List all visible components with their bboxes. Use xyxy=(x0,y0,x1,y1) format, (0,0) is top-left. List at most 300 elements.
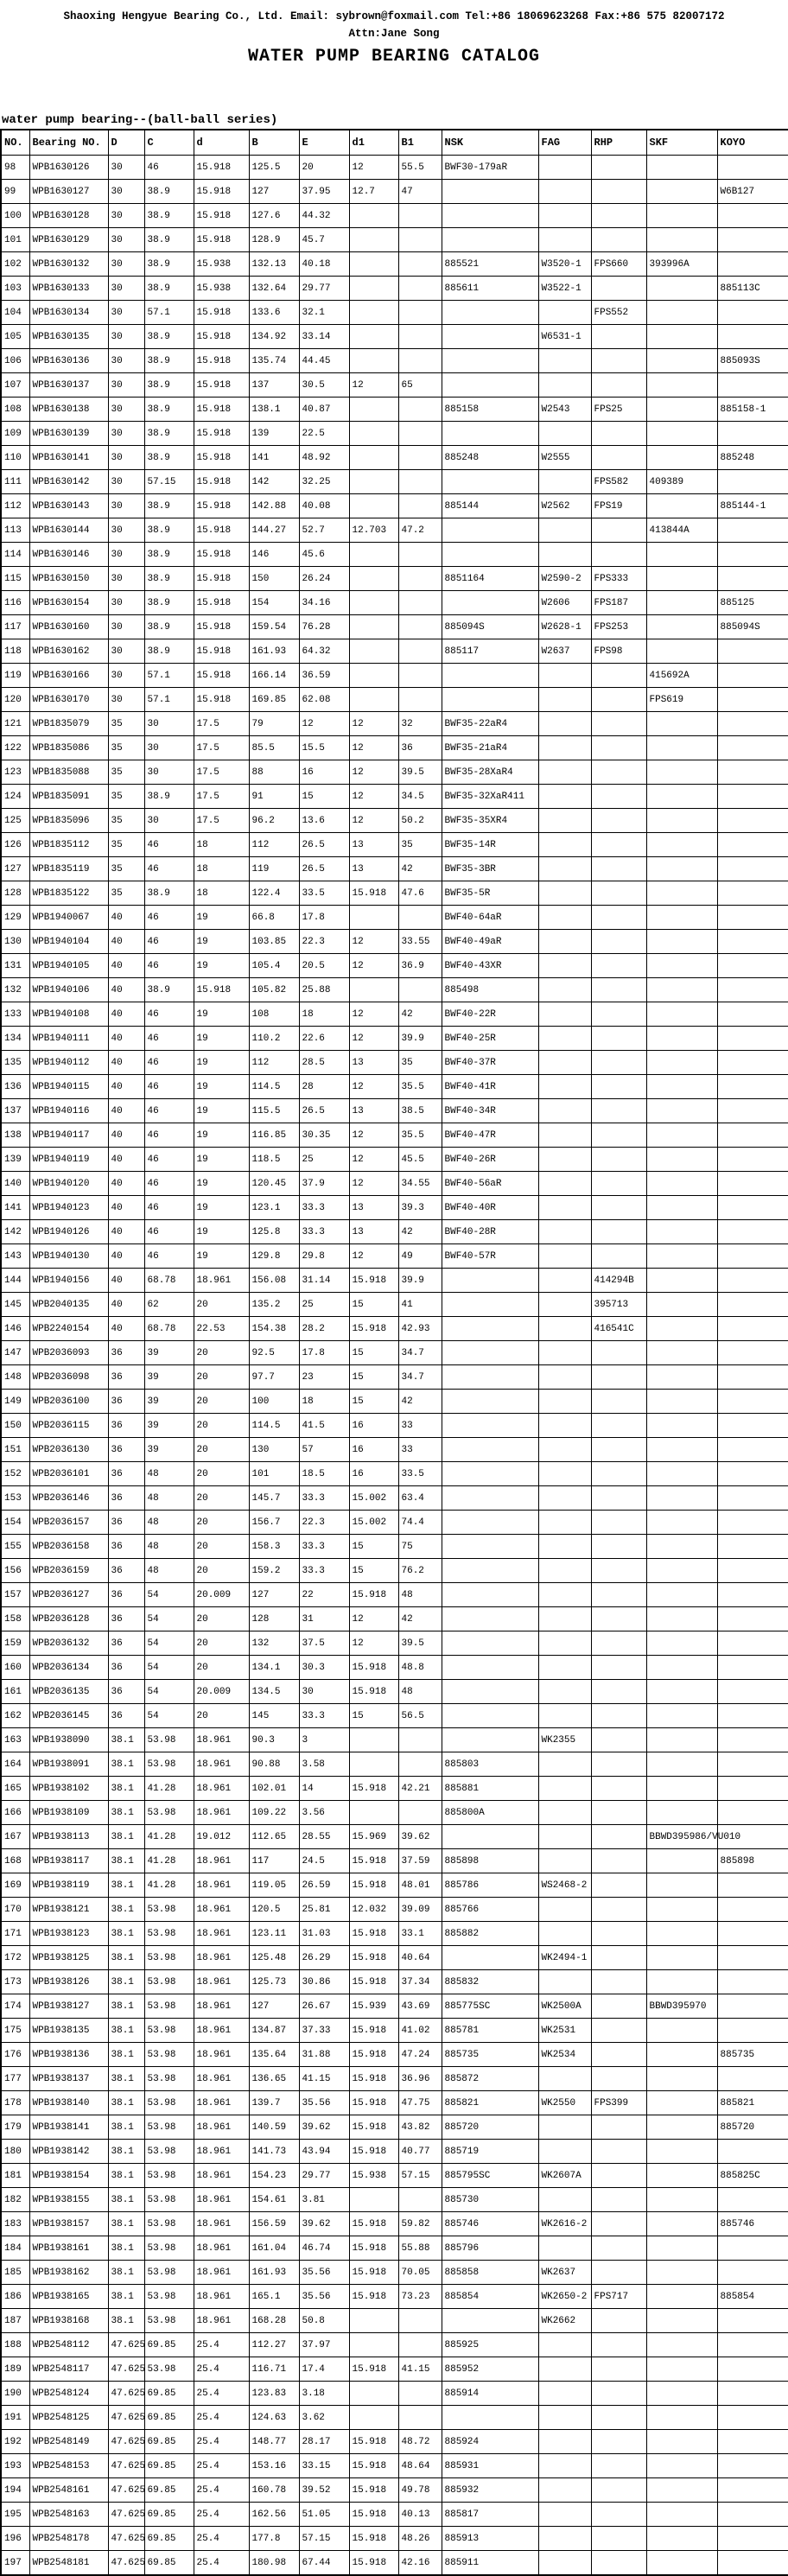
cell: 885158-1 xyxy=(717,398,788,422)
table-row xyxy=(1,1365,788,1390)
table-row xyxy=(1,2115,788,2140)
cell: 885832 xyxy=(442,1970,538,1994)
cell: 97.7 xyxy=(249,1365,299,1390)
cell: 39.9 xyxy=(398,1269,442,1293)
table-row xyxy=(1,398,788,422)
cell: 20.009 xyxy=(194,1583,249,1607)
cell: 53.98 xyxy=(144,1946,194,1970)
catalog-table xyxy=(0,129,788,2576)
cell: 38.9 xyxy=(144,325,194,349)
cell: WPB1938123 xyxy=(29,1922,108,1946)
cell: 20 xyxy=(194,1365,249,1390)
cell: 3.56 xyxy=(299,1801,349,1825)
table-row xyxy=(1,2164,788,2188)
cell xyxy=(646,1341,717,1365)
cell: 164 xyxy=(1,1752,29,1777)
cell: 39.09 xyxy=(398,1898,442,1922)
cell xyxy=(717,809,788,833)
table-row xyxy=(1,1898,788,1922)
cell: 30 xyxy=(108,301,144,325)
cell: 44.45 xyxy=(299,349,349,373)
cell: 25.4 xyxy=(194,2527,249,2551)
cell: 55.88 xyxy=(398,2236,442,2261)
cell: 15.918 xyxy=(349,1946,398,1970)
cell: 18.961 xyxy=(194,1922,249,1946)
cell: 144 xyxy=(1,1269,29,1293)
cell xyxy=(538,2430,591,2454)
cell: WPB2036158 xyxy=(29,1535,108,1559)
cell: 34.5 xyxy=(398,785,442,809)
cell: WPB1940108 xyxy=(29,1002,108,1027)
cell: 885924 xyxy=(442,2430,538,2454)
cell: 100 xyxy=(249,1390,299,1414)
cell: 3.18 xyxy=(299,2382,349,2406)
cell xyxy=(717,857,788,881)
cell: 40 xyxy=(108,1317,144,1341)
cell: WPB1630134 xyxy=(29,301,108,325)
table-row xyxy=(1,1777,788,1801)
cell: 112 xyxy=(1,494,29,518)
cell: 885113C xyxy=(717,277,788,301)
cell xyxy=(646,1607,717,1631)
cell: 15.918 xyxy=(194,156,249,180)
cell: 46 xyxy=(144,954,194,978)
table-row xyxy=(1,2430,788,2454)
cell: 122.4 xyxy=(249,881,299,906)
cell: 162.56 xyxy=(249,2503,299,2527)
table-row xyxy=(1,1631,788,1656)
cell: 57.15 xyxy=(144,470,194,494)
cell xyxy=(717,1559,788,1583)
cell xyxy=(717,1511,788,1535)
cell: 120.5 xyxy=(249,1898,299,1922)
cell: 41 xyxy=(398,1293,442,1317)
table-row xyxy=(1,664,788,688)
cell: 16 xyxy=(299,760,349,785)
cell: WPB2036127 xyxy=(29,1583,108,1607)
cell: FPS25 xyxy=(591,398,646,422)
cell: BWF35-28XaR4 xyxy=(442,760,538,785)
cell: 885117 xyxy=(442,639,538,664)
cell: WK2531 xyxy=(538,2019,591,2043)
cell: 57.1 xyxy=(144,301,194,325)
header-cell: Bearing NO. xyxy=(29,130,108,156)
cell xyxy=(442,1559,538,1583)
cell xyxy=(442,518,538,543)
cell: FPS187 xyxy=(591,591,646,615)
cell: 12.7 xyxy=(349,180,398,204)
cell xyxy=(538,857,591,881)
cell xyxy=(646,1220,717,1244)
cell xyxy=(717,1898,788,1922)
cell xyxy=(538,1583,591,1607)
cell: 133.6 xyxy=(249,301,299,325)
cell: 69.85 xyxy=(144,2478,194,2503)
cell: 885094S xyxy=(717,615,788,639)
cell: 48 xyxy=(144,1559,194,1583)
cell xyxy=(538,2382,591,2406)
cell: 36.96 xyxy=(398,2067,442,2091)
cell xyxy=(717,664,788,688)
cell: 17.5 xyxy=(194,760,249,785)
cell: WPB1940156 xyxy=(29,1269,108,1293)
cell xyxy=(646,978,717,1002)
cell: 38.9 xyxy=(144,398,194,422)
cell: 42 xyxy=(398,1390,442,1414)
cell: 32.25 xyxy=(299,470,349,494)
cell: 38.9 xyxy=(144,349,194,373)
cell: 46 xyxy=(144,1172,194,1196)
table-row xyxy=(1,373,788,398)
cell: 175 xyxy=(1,2019,29,2043)
cell xyxy=(646,2212,717,2236)
cell: 39.62 xyxy=(299,2212,349,2236)
cell xyxy=(717,736,788,760)
cell: 140 xyxy=(1,1172,29,1196)
table-row xyxy=(1,833,788,857)
cell: 18.5 xyxy=(299,1462,349,1486)
cell xyxy=(717,204,788,228)
cell: 26.59 xyxy=(299,1873,349,1898)
cell: 155 xyxy=(1,1535,29,1559)
cell xyxy=(646,2285,717,2309)
cell xyxy=(646,1123,717,1148)
cell: 53.98 xyxy=(144,1728,194,1752)
cell xyxy=(591,1559,646,1583)
cell xyxy=(717,760,788,785)
cell: 33.3 xyxy=(299,1559,349,1583)
cell xyxy=(442,1511,538,1535)
cell: WPB1940120 xyxy=(29,1172,108,1196)
cell: 20 xyxy=(194,1559,249,1583)
cell: 33 xyxy=(398,1414,442,1438)
cell: 15.918 xyxy=(194,398,249,422)
cell: 35 xyxy=(108,857,144,881)
cell: 35 xyxy=(108,809,144,833)
cell: 22.6 xyxy=(299,1027,349,1051)
cell: 57.15 xyxy=(398,2164,442,2188)
cell xyxy=(591,1172,646,1196)
table-row xyxy=(1,906,788,930)
cell xyxy=(538,2551,591,2575)
cell: 132.64 xyxy=(249,277,299,301)
cell: 38.1 xyxy=(108,1777,144,1801)
cell xyxy=(646,1728,717,1752)
cell: WPB1938125 xyxy=(29,1946,108,1970)
page-title: WATER PUMP BEARING CATALOG xyxy=(247,46,541,67)
cell: 46 xyxy=(144,1051,194,1075)
cell: 39.62 xyxy=(398,1825,442,1849)
cell xyxy=(591,1994,646,2019)
cell xyxy=(646,180,717,204)
cell xyxy=(591,543,646,567)
cell: 19 xyxy=(194,1196,249,1220)
cell xyxy=(717,1801,788,1825)
cell: 12 xyxy=(349,1172,398,1196)
cell: 40.13 xyxy=(398,2503,442,2527)
cell: WPB1938090 xyxy=(29,1728,108,1752)
cell xyxy=(398,688,442,712)
cell: 48.92 xyxy=(299,446,349,470)
cell: 885720 xyxy=(442,2115,538,2140)
cell xyxy=(442,349,538,373)
cell: 885786 xyxy=(442,1873,538,1898)
cell: W2637 xyxy=(538,639,591,664)
cell xyxy=(717,2527,788,2551)
cell: 47.2 xyxy=(398,518,442,543)
cell: FPS399 xyxy=(591,2091,646,2115)
cell: 35 xyxy=(108,760,144,785)
cell xyxy=(349,204,398,228)
table-row xyxy=(1,1559,788,1583)
cell: 37.97 xyxy=(299,2333,349,2357)
cell: 36 xyxy=(108,1656,144,1680)
cell: 30 xyxy=(108,422,144,446)
cell: 157 xyxy=(1,1583,29,1607)
cell xyxy=(646,398,717,422)
cell: 47.625 xyxy=(108,2503,144,2527)
cell: 885872 xyxy=(442,2067,538,2091)
cell xyxy=(538,2503,591,2527)
cell: 38.9 xyxy=(144,277,194,301)
cell xyxy=(398,591,442,615)
cell: 53.98 xyxy=(144,2164,194,2188)
table-row xyxy=(1,1994,788,2019)
cell: 25.4 xyxy=(194,2406,249,2430)
cell xyxy=(591,1365,646,1390)
header-cell: D xyxy=(108,130,144,156)
cell: WPB1938141 xyxy=(29,2115,108,2140)
cell xyxy=(646,1148,717,1172)
cell: 41.02 xyxy=(398,2019,442,2043)
cell xyxy=(538,2406,591,2430)
cell xyxy=(717,1075,788,1099)
cell: 30 xyxy=(108,180,144,204)
cell xyxy=(349,470,398,494)
cell: 103 xyxy=(1,277,29,301)
cell xyxy=(538,1148,591,1172)
cell xyxy=(442,1365,538,1390)
cell xyxy=(591,1752,646,1777)
cell: 15 xyxy=(349,1293,398,1317)
cell: 12 xyxy=(349,1123,398,1148)
cell xyxy=(646,1849,717,1873)
cell: 35 xyxy=(108,712,144,736)
cell xyxy=(398,2406,442,2430)
cell: 18.961 xyxy=(194,2164,249,2188)
cell: 25.81 xyxy=(299,1898,349,1922)
cell: 102 xyxy=(1,252,29,277)
cell: WPB1940104 xyxy=(29,930,108,954)
cell xyxy=(591,1123,646,1148)
cell: 30.3 xyxy=(299,1656,349,1680)
cell: 19 xyxy=(194,1099,249,1123)
cell: 15.918 xyxy=(194,591,249,615)
cell: WPB1630166 xyxy=(29,664,108,688)
cell xyxy=(717,2067,788,2091)
cell: 15.918 xyxy=(349,2019,398,2043)
cell xyxy=(538,1051,591,1075)
cell: 18.961 xyxy=(194,2019,249,2043)
cell: 41.28 xyxy=(144,1825,194,1849)
cell: 885952 xyxy=(442,2357,538,2382)
cell xyxy=(538,1365,591,1390)
cell: 13 xyxy=(349,1220,398,1244)
cell: BWF40-25R xyxy=(442,1027,538,1051)
cell: 131 xyxy=(1,954,29,978)
cell: 33.3 xyxy=(299,1220,349,1244)
cell: 46 xyxy=(144,906,194,930)
table-row xyxy=(1,1752,788,1777)
cell: 48 xyxy=(144,1535,194,1559)
cell xyxy=(717,1244,788,1269)
cell: FPS660 xyxy=(591,252,646,277)
table-row xyxy=(1,1317,788,1341)
cell: 47.625 xyxy=(108,2357,144,2382)
cell: 15.002 xyxy=(349,1486,398,1511)
cell xyxy=(591,2261,646,2285)
cell: 30.5 xyxy=(299,373,349,398)
cell: 179 xyxy=(1,2115,29,2140)
cell: 180.98 xyxy=(249,2551,299,2575)
cell: 395713 xyxy=(591,1293,646,1317)
cell: 36 xyxy=(108,1438,144,1462)
cell: 33.3 xyxy=(299,1196,349,1220)
cell: 50.8 xyxy=(299,2309,349,2333)
cell xyxy=(538,978,591,1002)
cell xyxy=(442,1728,538,1752)
table-row xyxy=(1,277,788,301)
table-row xyxy=(1,2478,788,2503)
cell xyxy=(398,325,442,349)
cell xyxy=(398,277,442,301)
cell xyxy=(538,204,591,228)
cell: 160 xyxy=(1,1656,29,1680)
cell: 42 xyxy=(398,1220,442,1244)
cell: WPB1630170 xyxy=(29,688,108,712)
cell xyxy=(538,1825,591,1849)
cell xyxy=(349,567,398,591)
cell xyxy=(646,1656,717,1680)
cell: 49 xyxy=(398,1244,442,1269)
cell: BWF35-35XR4 xyxy=(442,809,538,833)
cell: 191 xyxy=(1,2406,29,2430)
cell xyxy=(442,180,538,204)
cell: 53.98 xyxy=(144,2043,194,2067)
cell: 46 xyxy=(144,156,194,180)
cell: 15.918 xyxy=(194,978,249,1002)
cell xyxy=(349,615,398,639)
cell: 126 xyxy=(1,833,29,857)
cell: WPB2548117 xyxy=(29,2357,108,2382)
cell: 119 xyxy=(249,857,299,881)
cell: 30 xyxy=(108,349,144,373)
cell: 409389 xyxy=(646,470,717,494)
cell: 35 xyxy=(398,1051,442,1075)
cell: 45.7 xyxy=(299,228,349,252)
cell xyxy=(717,2309,788,2333)
cell: 13 xyxy=(349,1196,398,1220)
cell xyxy=(398,228,442,252)
cell: 92.5 xyxy=(249,1341,299,1365)
cell: 20 xyxy=(194,1293,249,1317)
cell xyxy=(646,760,717,785)
cell xyxy=(538,422,591,446)
cell xyxy=(717,1196,788,1220)
cell: 169.85 xyxy=(249,688,299,712)
cell: 15.918 xyxy=(349,2478,398,2503)
cell xyxy=(538,1123,591,1148)
cell: 150 xyxy=(249,567,299,591)
cell xyxy=(538,1486,591,1511)
cell: W3520-1 xyxy=(538,252,591,277)
cell: 137 xyxy=(1,1099,29,1123)
table-row xyxy=(1,954,788,978)
cell: 38.1 xyxy=(108,1994,144,2019)
cell: 35 xyxy=(108,881,144,906)
cell xyxy=(349,639,398,664)
cell xyxy=(717,1148,788,1172)
cell: W3522-1 xyxy=(538,277,591,301)
cell: 26.5 xyxy=(299,1099,349,1123)
cell: 98 xyxy=(1,156,29,180)
cell xyxy=(717,1583,788,1607)
cell: 30 xyxy=(144,809,194,833)
table-row xyxy=(1,204,788,228)
cell xyxy=(538,2188,591,2212)
cell: 69.85 xyxy=(144,2551,194,2575)
cell: 885720 xyxy=(717,2115,788,2140)
cell: 54 xyxy=(144,1607,194,1631)
cell: 109 xyxy=(1,422,29,446)
cell xyxy=(349,398,398,422)
cell: 130 xyxy=(1,930,29,954)
cell: 68.78 xyxy=(144,1269,194,1293)
cell xyxy=(646,1680,717,1704)
cell: 132 xyxy=(249,1631,299,1656)
cell: 17.8 xyxy=(299,906,349,930)
cell xyxy=(591,1099,646,1123)
cell xyxy=(349,688,398,712)
cell: 15.918 xyxy=(349,1849,398,1873)
cell: 33 xyxy=(398,1438,442,1462)
cell xyxy=(646,591,717,615)
cell: 125 xyxy=(1,809,29,833)
table-row xyxy=(1,1172,788,1196)
cell: 49.78 xyxy=(398,2478,442,2503)
cell: 38.1 xyxy=(108,1873,144,1898)
cell: 15.918 xyxy=(349,2527,398,2551)
cell: 28 xyxy=(299,1075,349,1099)
cell xyxy=(591,2067,646,2091)
cell: 18.961 xyxy=(194,2309,249,2333)
cell: BWF35-32XaR411 xyxy=(442,785,538,809)
cell: 34.16 xyxy=(299,591,349,615)
cell: 46 xyxy=(144,1196,194,1220)
cell xyxy=(717,1922,788,1946)
cell: WPB1835088 xyxy=(29,760,108,785)
cell: BWF40-34R xyxy=(442,1099,538,1123)
cell: 40 xyxy=(108,1196,144,1220)
cell: 18.961 xyxy=(194,1728,249,1752)
cell: 12 xyxy=(299,712,349,736)
cell xyxy=(717,1680,788,1704)
cell: 15.918 xyxy=(194,518,249,543)
cell: 50.2 xyxy=(398,809,442,833)
cell: 38.9 xyxy=(144,446,194,470)
cell: 8851164 xyxy=(442,567,538,591)
cell: BWF40-37R xyxy=(442,1051,538,1075)
